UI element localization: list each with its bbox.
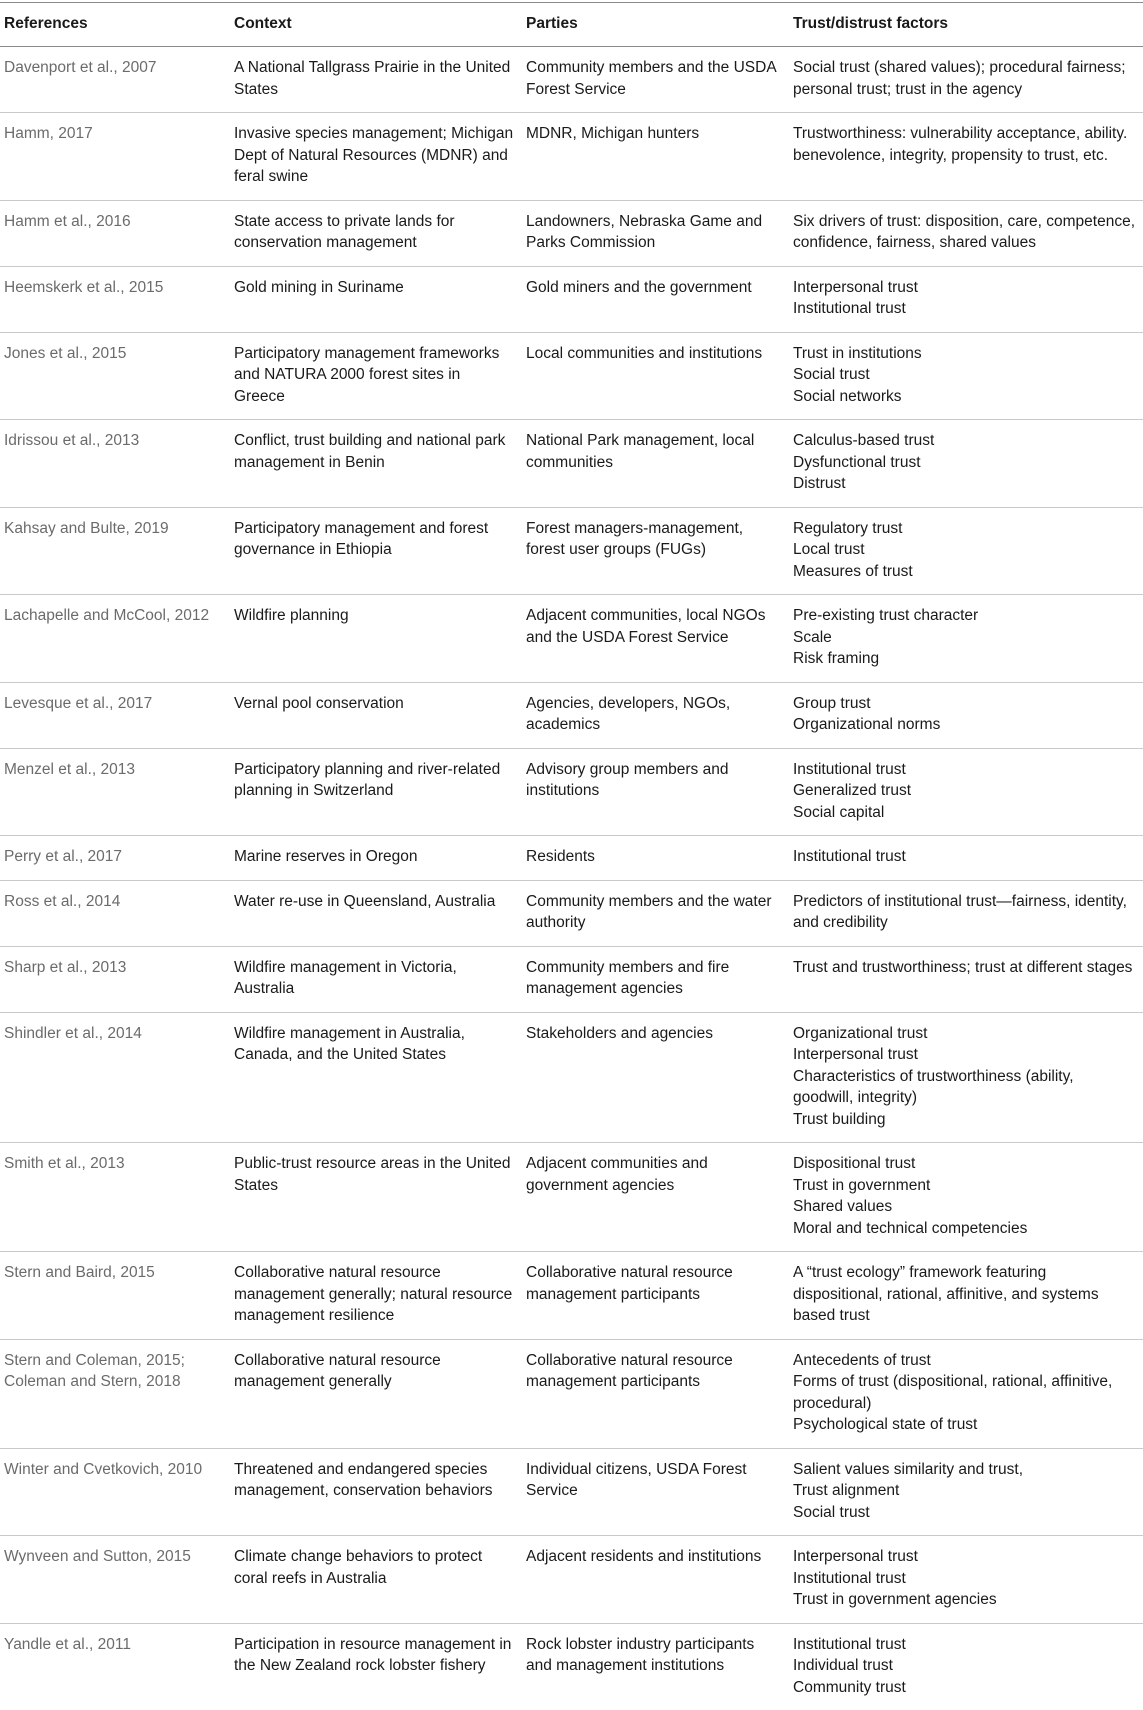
context-cell: Wildfire planning bbox=[230, 595, 522, 683]
factor-line: Individual trust bbox=[793, 1655, 1135, 1677]
reference-cell: Davenport et al., 2007 bbox=[0, 47, 230, 113]
parties-cell: MDNR, Michigan hunters bbox=[522, 113, 789, 201]
table-row bbox=[0, 1623, 1143, 1710]
parties-cell: Community members and fire management agencies bbox=[522, 946, 789, 1012]
factor-line: Risk framing bbox=[793, 648, 1135, 670]
parties-cell: Adjacent communities, local NGOs and the USDA Forest Service bbox=[522, 595, 789, 683]
factors-cell bbox=[789, 507, 1143, 595]
table-row bbox=[0, 1012, 1143, 1143]
factor-line: Trust in government agencies bbox=[793, 1589, 1135, 1611]
factor-line: Calculus-based trust bbox=[793, 430, 1135, 452]
factor-line: Social networks bbox=[793, 386, 1135, 408]
context-cell: Participatory management and forest governance in Ethiopia bbox=[230, 507, 522, 595]
parties-cell: Advisory group members and institutions bbox=[522, 748, 789, 836]
factors-cell bbox=[789, 266, 1143, 332]
factors-cell bbox=[789, 113, 1143, 201]
header-trust-factors: Trust/distrust factors bbox=[789, 3, 1143, 47]
context-cell: Invasive species management; Michigan Dept of Natural Resources (MDNR) and feral swine bbox=[230, 113, 522, 201]
table-row bbox=[0, 1448, 1143, 1536]
parties-cell: Gold miners and the government bbox=[522, 266, 789, 332]
factor-line: Organizational norms bbox=[793, 714, 1135, 736]
table-row bbox=[0, 1536, 1143, 1624]
factor-line: Scale bbox=[793, 627, 1135, 649]
factors-cell bbox=[789, 47, 1143, 113]
header-references: References bbox=[0, 3, 230, 47]
factor-line: Institutional trust bbox=[793, 846, 1135, 868]
factors-cell bbox=[789, 1252, 1143, 1340]
parties-cell: Rock lobster industry participants and management institutions bbox=[522, 1623, 789, 1710]
factor-line: Interpersonal trust bbox=[793, 277, 1135, 299]
factor-line: Dysfunctional trust bbox=[793, 452, 1135, 474]
reference-cell: Hamm et al., 2016 bbox=[0, 200, 230, 266]
parties-cell: Individual citizens, USDA Forest Service bbox=[522, 1448, 789, 1536]
table-row bbox=[0, 200, 1143, 266]
header-context: Context bbox=[230, 3, 522, 47]
parties-cell: Landowners, Nebraska Game and Parks Commission bbox=[522, 200, 789, 266]
factor-line: Antecedents of trust bbox=[793, 1350, 1135, 1372]
references-table bbox=[0, 2, 1143, 1710]
header-row bbox=[0, 3, 1143, 47]
factor-line: Interpersonal trust bbox=[793, 1546, 1135, 1568]
factor-line: Trust building bbox=[793, 1109, 1135, 1131]
parties-cell: Community members and the water authority bbox=[522, 880, 789, 946]
factor-line: Predictors of institutional trust—fairness, identity, and credibility bbox=[793, 891, 1135, 934]
factors-cell bbox=[789, 946, 1143, 1012]
factors-cell bbox=[789, 1623, 1143, 1710]
factor-line: Social trust bbox=[793, 364, 1135, 386]
table-row bbox=[0, 266, 1143, 332]
factors-cell bbox=[789, 1012, 1143, 1143]
parties-cell: Adjacent communities and government agencies bbox=[522, 1143, 789, 1252]
parties-cell: Community members and the USDA Forest Service bbox=[522, 47, 789, 113]
reference-cell: Shindler et al., 2014 bbox=[0, 1012, 230, 1143]
factor-line: Pre-existing trust character bbox=[793, 605, 1135, 627]
factor-line: Group trust bbox=[793, 693, 1135, 715]
factor-line: Trust in government bbox=[793, 1175, 1135, 1197]
parties-cell: Adjacent residents and institutions bbox=[522, 1536, 789, 1624]
factor-line: Institutional trust bbox=[793, 759, 1135, 781]
table-row bbox=[0, 946, 1143, 1012]
context-cell: Participation in resource management in the New Zealand rock lobster fishery bbox=[230, 1623, 522, 1710]
factor-line: Salient values similarity and trust, bbox=[793, 1459, 1135, 1481]
factor-line: Trustworthiness: vulnerability acceptance, ability. benevolence, integrity, propensity to trust, etc. bbox=[793, 123, 1135, 166]
context-cell: Conflict, trust building and national park management in Benin bbox=[230, 420, 522, 508]
factor-line: Trust in institutions bbox=[793, 343, 1135, 365]
table-body bbox=[0, 47, 1143, 1710]
parties-cell: Agencies, developers, NGOs, academics bbox=[522, 682, 789, 748]
factor-line: Trust and trustworthiness; trust at different stages bbox=[793, 957, 1135, 979]
factors-cell bbox=[789, 1536, 1143, 1624]
table-row bbox=[0, 1339, 1143, 1448]
reference-cell: Hamm, 2017 bbox=[0, 113, 230, 201]
context-cell: Wildfire management in Victoria, Australia bbox=[230, 946, 522, 1012]
table-row bbox=[0, 595, 1143, 683]
context-cell: Participatory planning and river-related planning in Switzerland bbox=[230, 748, 522, 836]
table-row bbox=[0, 1143, 1143, 1252]
context-cell: Gold mining in Suriname bbox=[230, 266, 522, 332]
factor-line: Moral and technical competencies bbox=[793, 1218, 1135, 1240]
factors-cell bbox=[789, 836, 1143, 881]
context-cell: State access to private lands for conservation management bbox=[230, 200, 522, 266]
reference-cell: Levesque et al., 2017 bbox=[0, 682, 230, 748]
factor-line: Six drivers of trust: disposition, care, competence, confidence, fairness, shared values bbox=[793, 211, 1135, 254]
factors-cell bbox=[789, 748, 1143, 836]
table-row bbox=[0, 113, 1143, 201]
factor-line: Forms of trust (dispositional, rational, affinitive, procedural) bbox=[793, 1371, 1135, 1414]
parties-cell: Residents bbox=[522, 836, 789, 881]
factor-line: Shared values bbox=[793, 1196, 1135, 1218]
parties-cell: National Park management, local communities bbox=[522, 420, 789, 508]
context-cell: Climate change behaviors to protect coral reefs in Australia bbox=[230, 1536, 522, 1624]
reference-cell: Lachapelle and McCool, 2012 bbox=[0, 595, 230, 683]
table-row bbox=[0, 1252, 1143, 1340]
reference-cell: Wynveen and Sutton, 2015 bbox=[0, 1536, 230, 1624]
factor-line: Social trust bbox=[793, 1502, 1135, 1524]
factor-line: Dispositional trust bbox=[793, 1153, 1135, 1175]
factor-line: Social trust (shared values); procedural fairness; personal trust; trust in the agency bbox=[793, 57, 1135, 100]
factor-line: Psychological state of trust bbox=[793, 1414, 1135, 1436]
context-cell: Marine reserves in Oregon bbox=[230, 836, 522, 881]
factors-cell bbox=[789, 1143, 1143, 1252]
factor-line: Local trust bbox=[793, 539, 1135, 561]
context-cell: Collaborative natural resource management generally bbox=[230, 1339, 522, 1448]
parties-cell: Collaborative natural resource management participants bbox=[522, 1252, 789, 1340]
context-cell: Wildfire management in Australia, Canada, and the United States bbox=[230, 1012, 522, 1143]
table-row bbox=[0, 880, 1143, 946]
table-row bbox=[0, 332, 1143, 420]
table-row bbox=[0, 507, 1143, 595]
reference-cell: Idrissou et al., 2013 bbox=[0, 420, 230, 508]
factor-line: Measures of trust bbox=[793, 561, 1135, 583]
factor-line: Regulatory trust bbox=[793, 518, 1135, 540]
parties-cell: Collaborative natural resource management participants bbox=[522, 1339, 789, 1448]
factors-cell bbox=[789, 682, 1143, 748]
reference-cell: Smith et al., 2013 bbox=[0, 1143, 230, 1252]
factors-cell bbox=[789, 1448, 1143, 1536]
context-cell: Collaborative natural resource management generally; natural resource management resilience bbox=[230, 1252, 522, 1340]
reference-cell: Perry et al., 2017 bbox=[0, 836, 230, 881]
table-row bbox=[0, 682, 1143, 748]
factor-line: Community trust bbox=[793, 1677, 1135, 1699]
context-cell: Public-trust resource areas in the United States bbox=[230, 1143, 522, 1252]
factor-line: Interpersonal trust bbox=[793, 1044, 1135, 1066]
factor-line: Institutional trust bbox=[793, 298, 1135, 320]
context-cell: Threatened and endangered species management, conservation behaviors bbox=[230, 1448, 522, 1536]
parties-cell: Stakeholders and agencies bbox=[522, 1012, 789, 1143]
factor-line: Social capital bbox=[793, 802, 1135, 824]
table-row bbox=[0, 836, 1143, 881]
reference-cell: Heemskerk et al., 2015 bbox=[0, 266, 230, 332]
factors-cell bbox=[789, 332, 1143, 420]
factor-line: Institutional trust bbox=[793, 1634, 1135, 1656]
factor-line: Characteristics of trustworthiness (ability, goodwill, integrity) bbox=[793, 1066, 1135, 1109]
factor-line: Trust alignment bbox=[793, 1480, 1135, 1502]
reference-cell: Menzel et al., 2013 bbox=[0, 748, 230, 836]
header-parties: Parties bbox=[522, 3, 789, 47]
parties-cell: Forest managers-management, forest user groups (FUGs) bbox=[522, 507, 789, 595]
reference-cell: Sharp et al., 2013 bbox=[0, 946, 230, 1012]
table-row bbox=[0, 420, 1143, 508]
reference-cell: Kahsay and Bulte, 2019 bbox=[0, 507, 230, 595]
factor-line: Distrust bbox=[793, 473, 1135, 495]
factor-line: A “trust ecology” framework featuring dispositional, rational, affinitive, and systems based trust bbox=[793, 1262, 1135, 1327]
context-cell: A National Tallgrass Prairie in the United States bbox=[230, 47, 522, 113]
table-row bbox=[0, 47, 1143, 113]
factors-cell bbox=[789, 1339, 1143, 1448]
reference-cell: Ross et al., 2014 bbox=[0, 880, 230, 946]
factor-line: Generalized trust bbox=[793, 780, 1135, 802]
context-cell: Vernal pool conservation bbox=[230, 682, 522, 748]
reference-cell: Jones et al., 2015 bbox=[0, 332, 230, 420]
factor-line: Organizational trust bbox=[793, 1023, 1135, 1045]
factor-line: Institutional trust bbox=[793, 1568, 1135, 1590]
reference-cell: Stern and Baird, 2015 bbox=[0, 1252, 230, 1340]
context-cell: Participatory management frameworks and NATURA 2000 forest sites in Greece bbox=[230, 332, 522, 420]
reference-cell: Stern and Coleman, 2015; Coleman and Stern, 2018 bbox=[0, 1339, 230, 1448]
parties-cell: Local communities and institutions bbox=[522, 332, 789, 420]
context-cell: Water re-use in Queensland, Australia bbox=[230, 880, 522, 946]
factors-cell bbox=[789, 595, 1143, 683]
factors-cell bbox=[789, 200, 1143, 266]
factors-cell bbox=[789, 880, 1143, 946]
factors-cell bbox=[789, 420, 1143, 508]
table-header bbox=[0, 3, 1143, 47]
table-row bbox=[0, 748, 1143, 836]
reference-cell: Winter and Cvetkovich, 2010 bbox=[0, 1448, 230, 1536]
reference-cell: Yandle et al., 2011 bbox=[0, 1623, 230, 1710]
